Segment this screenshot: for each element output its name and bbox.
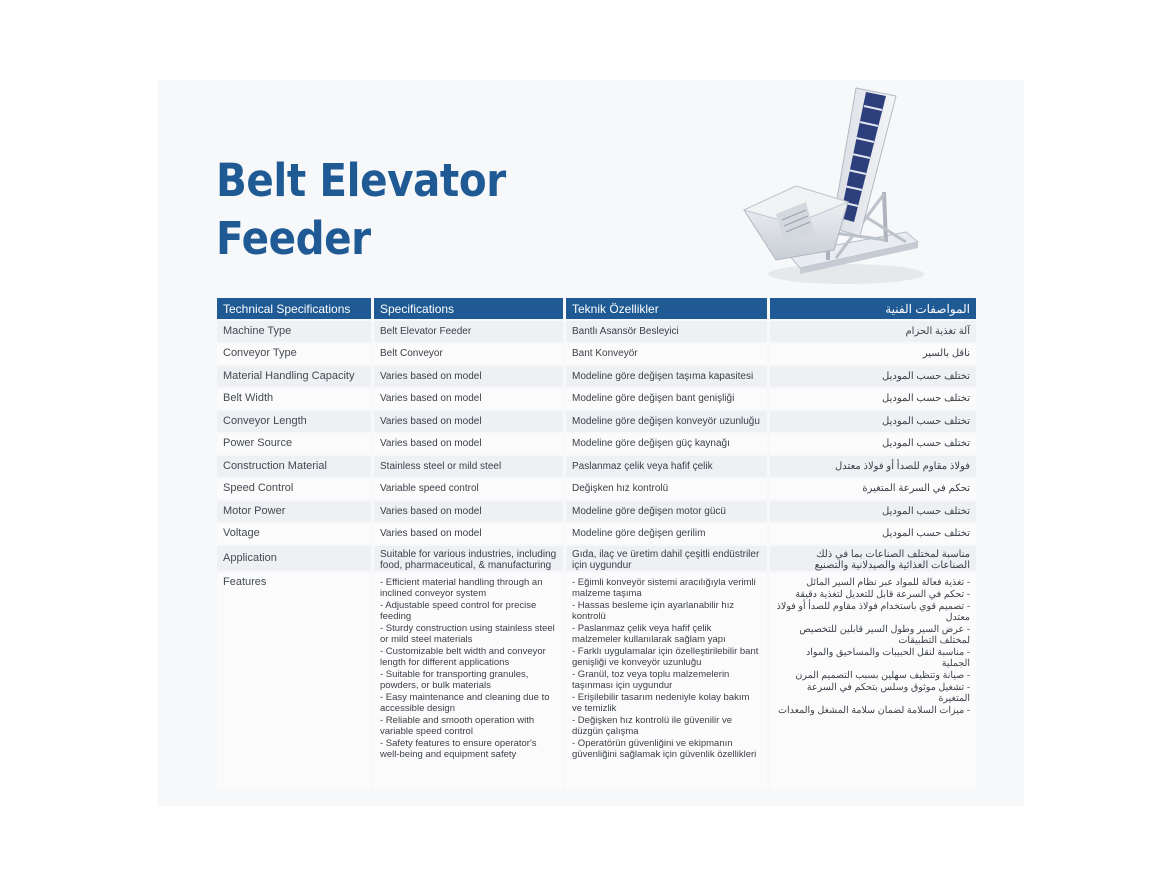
feature-item: - Reliable and smooth operation with variable speed control (380, 715, 535, 737)
feature-item: - Safety features to ensure operator's well-being and equipment safety (380, 738, 537, 760)
row-value-tr: Bant Konveyör (566, 344, 767, 365)
row-value-tr: Modeline göre değişen taşıma kapasitesi (566, 366, 767, 387)
feature-item: - تحكم في السرعة قابل للتعديل لتغذية دقيقة (795, 589, 970, 600)
table-row-conveyor-type (217, 344, 976, 365)
features-ar (770, 573, 976, 789)
row-value-ar: تختلف حسب الموديل (770, 501, 976, 522)
row-value-en: Belt Elevator Feeder (374, 321, 563, 342)
belt-elevator-feeder-image (736, 82, 926, 288)
row-value-ar: تختلف حسب الموديل (770, 524, 976, 545)
row-value-tr: Modeline göre değişen güç kaynağı (566, 434, 767, 455)
row-value-en: Varies based on model (374, 411, 563, 432)
row-value-ar: تختلف حسب الموديل (770, 411, 976, 432)
row-value-en: Belt Conveyor (374, 344, 563, 365)
row-value-tr: Bantlı Asansör Besleyici (566, 321, 767, 342)
row-label: Conveyor Length (217, 411, 371, 432)
row-value-en: Varies based on model (374, 501, 563, 522)
row-value-en: Stainless steel or mild steel (374, 456, 563, 477)
feature-item: - Değişken hız kontrolü ile güvenilir ve düzgün çalışma (572, 715, 732, 737)
header-technical-specifications: Technical Specifications (217, 298, 371, 319)
feature-item: - Hassas besleme için ayarlanabilir hız kontrolü (572, 600, 735, 622)
feature-item: - Eğimli konveyör sistemi aracılığıyla verimli malzeme taşıma (572, 577, 756, 599)
row-label: Speed Control (217, 479, 371, 500)
feature-item: - Suitable for transporting granules, powders, or bulk materials (380, 669, 529, 691)
row-value-en: Varies based on model (374, 389, 563, 410)
row-value-ar: فولاذ مقاوم للصدأ أو فولاذ معتدل (770, 456, 976, 477)
table-row-application (217, 546, 976, 571)
row-label: Voltage (217, 524, 371, 545)
feature-item: - Paslanmaz çelik veya hafif çelik malzemeler kullanılarak sağlam yapı (572, 623, 726, 645)
features-en (374, 573, 563, 789)
feature-item: - Erişilebilir tasarım nedeniyle kolay bakım ve temizlik (572, 692, 750, 714)
feature-item: - تغذية فعالة للمواد عبر نظام السير المائل (806, 577, 970, 588)
feature-item: - تشغيل موثوق وسلس بتحكم في السرعة المتغيرة (806, 682, 970, 704)
feature-item: - Efficient material handling through an inclined conveyor system (380, 577, 543, 599)
row-value-ar: مناسبة لمختلف الصناعات بما في ذلك الصناعات الغذائية والصيدلانية والتصنيع (770, 546, 976, 571)
specifications-table (214, 296, 979, 791)
features-tr (566, 573, 767, 789)
row-label: Application (217, 546, 371, 571)
feature-item: - عرض السير وطول السير قابلين للتخصيص لمختلف التطبيقات (799, 624, 970, 646)
row-label: Construction Material (217, 456, 371, 477)
feature-item: - Customizable belt width and conveyor length for different applications (380, 646, 546, 668)
row-value-tr: Modeline göre değişen motor gücü (566, 501, 767, 522)
table-row-voltage (217, 524, 976, 545)
feature-item: - Farklı uygulamalar için özelleştirilebilir bant genişliği ve konveyör uzunluğu (572, 646, 759, 668)
row-value-ar: ناقل بالسير (770, 344, 976, 365)
table-row-conveyor-length (217, 411, 976, 432)
row-value-en: Varies based on model (374, 366, 563, 387)
row-value-tr: Değişken hız kontrolü (566, 479, 767, 500)
page-title (216, 152, 506, 268)
table-row-speed-control (217, 479, 976, 500)
row-value-tr: Modeline göre değişen gerilim (566, 524, 767, 545)
table-row-belt-width (217, 389, 976, 410)
row-value-en: Variable speed control (374, 479, 563, 500)
feature-item: - Granül, toz veya toplu malzemelerin taşınması için uygundur (572, 669, 730, 691)
row-label: Material Handling Capacity (217, 366, 371, 387)
title-line-2: Feeder (216, 212, 371, 265)
row-value-ar: تختلف حسب الموديل (770, 434, 976, 455)
row-value-tr: Paslanmaz çelik veya hafif çelik (566, 456, 767, 477)
table-row-material-handling-capacity (217, 366, 976, 387)
row-value-tr: Modeline göre değişen konveyör uzunluğu (566, 411, 767, 432)
row-label: Features (217, 573, 371, 789)
row-value-ar: آلة تغذية الحزام (770, 321, 976, 342)
row-value-ar: تحكم في السرعة المتغيرة (770, 479, 976, 500)
row-value-en: Varies based on model (374, 524, 563, 545)
header-teknik-ozellikler: Teknik Özellikler (566, 298, 767, 319)
feature-item: - Sturdy construction using stainless steel or mild steel materials (380, 623, 555, 645)
row-label: Machine Type (217, 321, 371, 342)
feature-item: - ميزات السلامة لضمان سلامة المشغل والمعدات (778, 705, 970, 716)
feature-item: - تصميم قوي باستخدام فولاذ مقاوم للصدأ أو فولاذ معتدل (776, 601, 970, 623)
row-value-ar: تختلف حسب الموديل (770, 389, 976, 410)
title-line-1: Belt Elevator (216, 154, 506, 207)
row-label: Conveyor Type (217, 344, 371, 365)
row-value-ar: تختلف حسب الموديل (770, 366, 976, 387)
row-value-tr: Modeline göre değişen bant genişliği (566, 389, 767, 410)
row-value-tr: Gıda, ilaç ve üretim dahil çeşitli endüstriler için uygundur (566, 546, 767, 571)
header-specifications: Specifications (374, 298, 563, 319)
table-row-power-source (217, 434, 976, 455)
table-row-construction-material (217, 456, 976, 477)
feature-item: - Easy maintenance and cleaning due to accessible design (380, 692, 550, 714)
feature-item: - مناسبة لنقل الحبيبات والمساحيق والمواد الجملية (805, 647, 970, 669)
row-label: Power Source (217, 434, 371, 455)
table-row-motor-power (217, 501, 976, 522)
table-header-row (217, 298, 976, 319)
row-label: Belt Width (217, 389, 371, 410)
row-label: Motor Power (217, 501, 371, 522)
row-value-en: Suitable for various industries, including food, pharmaceutical, & manufacturing (374, 546, 563, 571)
table-row-machine-type (217, 321, 976, 342)
feature-item: - Operatörün güvenliğini ve ekipmanın güvenliğini sağlamak için güvenlik özellikleri (572, 738, 757, 760)
header-arabic-specifications: المواصفات الفنية (770, 298, 976, 319)
feature-item: - صيانة وتنظيف سهلين بسبب التصميم المرن (795, 670, 970, 681)
table-row-features (217, 573, 976, 789)
row-value-en: Varies based on model (374, 434, 563, 455)
feature-item: - Adjustable speed control for precise feeding (380, 600, 537, 622)
